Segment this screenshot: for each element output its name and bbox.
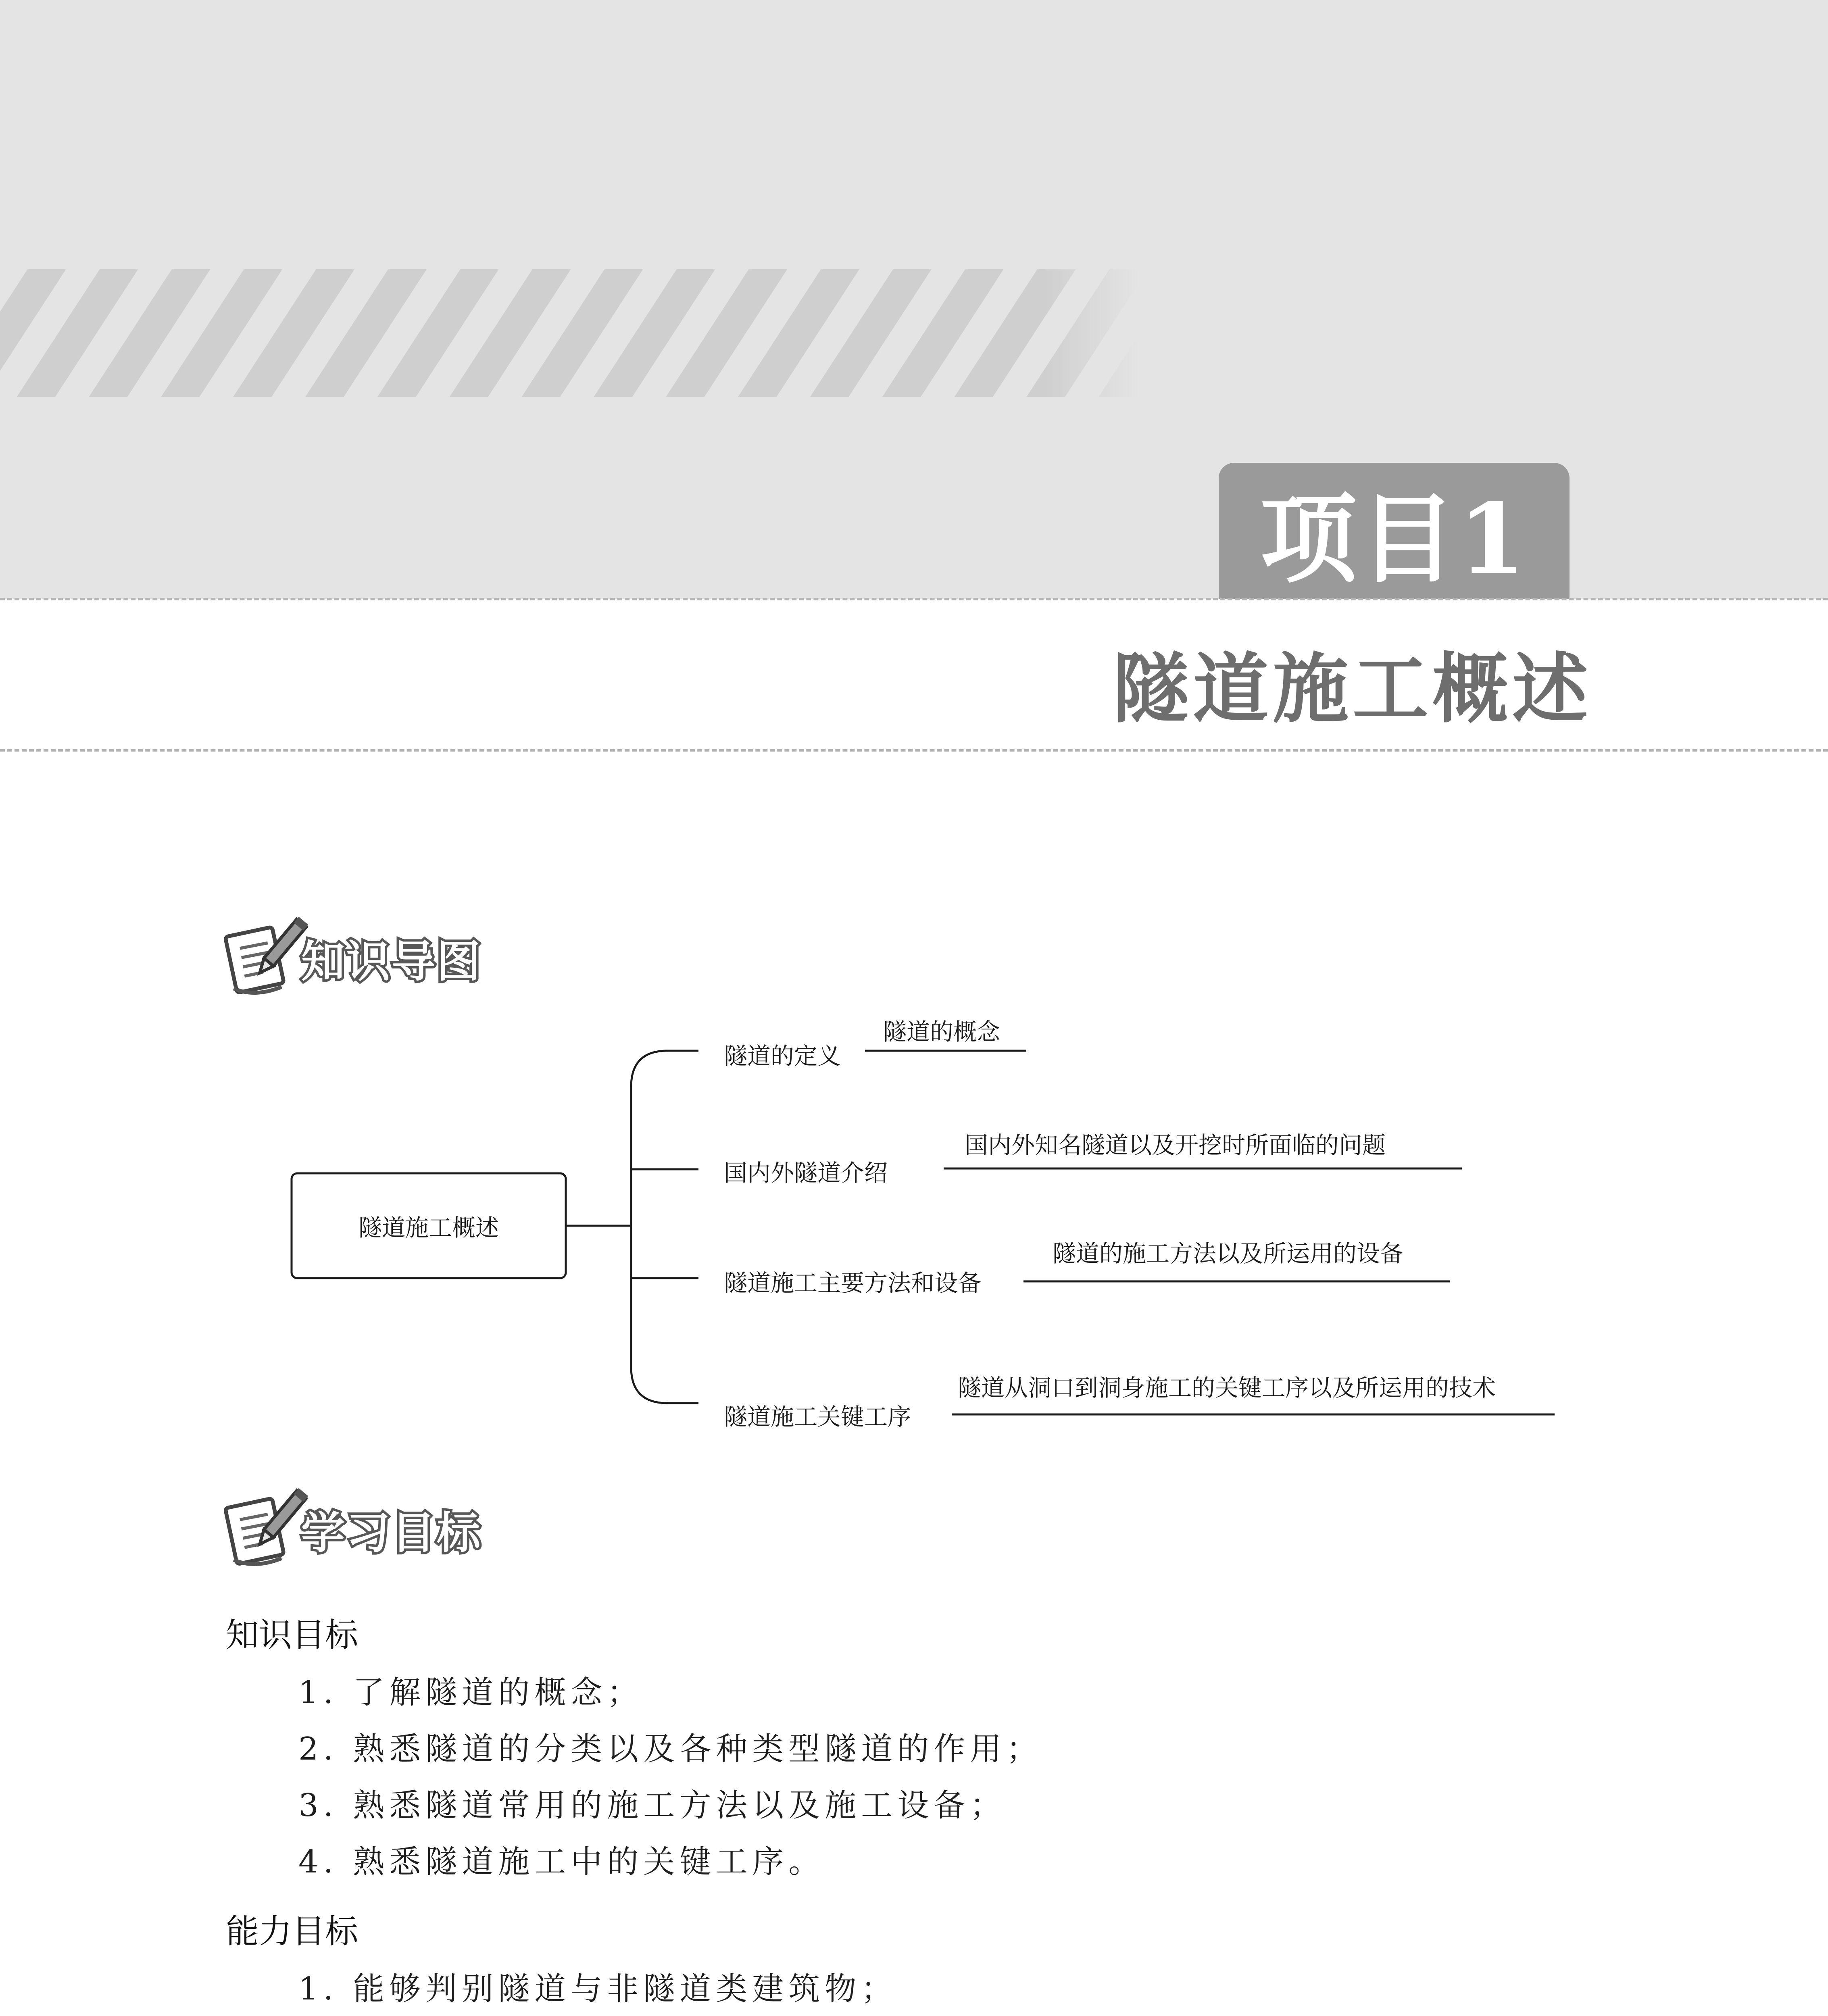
project-tab: [1219, 463, 1570, 599]
mind-map-detail-3: 隧道的施工方法以及所运用的设备: [1053, 1240, 1404, 1267]
divider-bottom: [0, 749, 1828, 752]
section-heading-learning-goals: [220, 1481, 482, 1577]
goal-group-title: 知识目标: [226, 1616, 359, 1654]
goal-item: 2. 熟悉隧道的分类以及各种类型隧道的作用；: [298, 1731, 1043, 1767]
mind-map-detail-2: 国内外知名隧道以及开挖时所面临的问题: [965, 1131, 1386, 1159]
mind-map-branch-4: 隧道施工关键工序: [724, 1403, 911, 1431]
mind-map-detail-1: 隧道的概念: [883, 1018, 1001, 1045]
goal-item: 3. 熟悉隧道常用的施工方法以及施工设备；: [298, 1787, 1007, 1824]
notepad-pencil-icon: [220, 1483, 313, 1575]
goal-item: 1. 了解隧道的概念；: [298, 1674, 644, 1711]
mind-map-branch-3: 隧道施工主要方法和设备: [724, 1269, 982, 1297]
project-title: 隧道施工概述: [1113, 645, 1592, 733]
heading-knowledge-map: 知识导图: [301, 936, 482, 987]
mind-map-branch-2: 国内外隧道介绍: [724, 1159, 888, 1187]
section-heading-knowledge-map: [220, 909, 482, 1006]
decorative-stripes: [0, 269, 1137, 397]
divider-top: [0, 598, 1828, 600]
goal-item: 4. 熟悉隧道施工中的关键工序。: [298, 1844, 825, 1880]
mind-map-root: [292, 1173, 566, 1278]
notepad-pencil-icon: [220, 911, 313, 1004]
mind-map-branch-1: 隧道的定义: [724, 1042, 841, 1070]
heading-learning-goals: 学习目标: [301, 1508, 482, 1558]
goal-item: 1. 能够判别隧道与非隧道类建筑物；: [298, 1971, 898, 2007]
goal-group-title: 能力目标: [226, 1912, 359, 1951]
mind-map-root-label: 隧道施工概述: [358, 1214, 499, 1241]
project-label: 项目1: [1260, 482, 1528, 596]
mind-map-detail-4: 隧道从洞口到洞身施工的关键工序以及所运用的技术: [958, 1374, 1496, 1402]
